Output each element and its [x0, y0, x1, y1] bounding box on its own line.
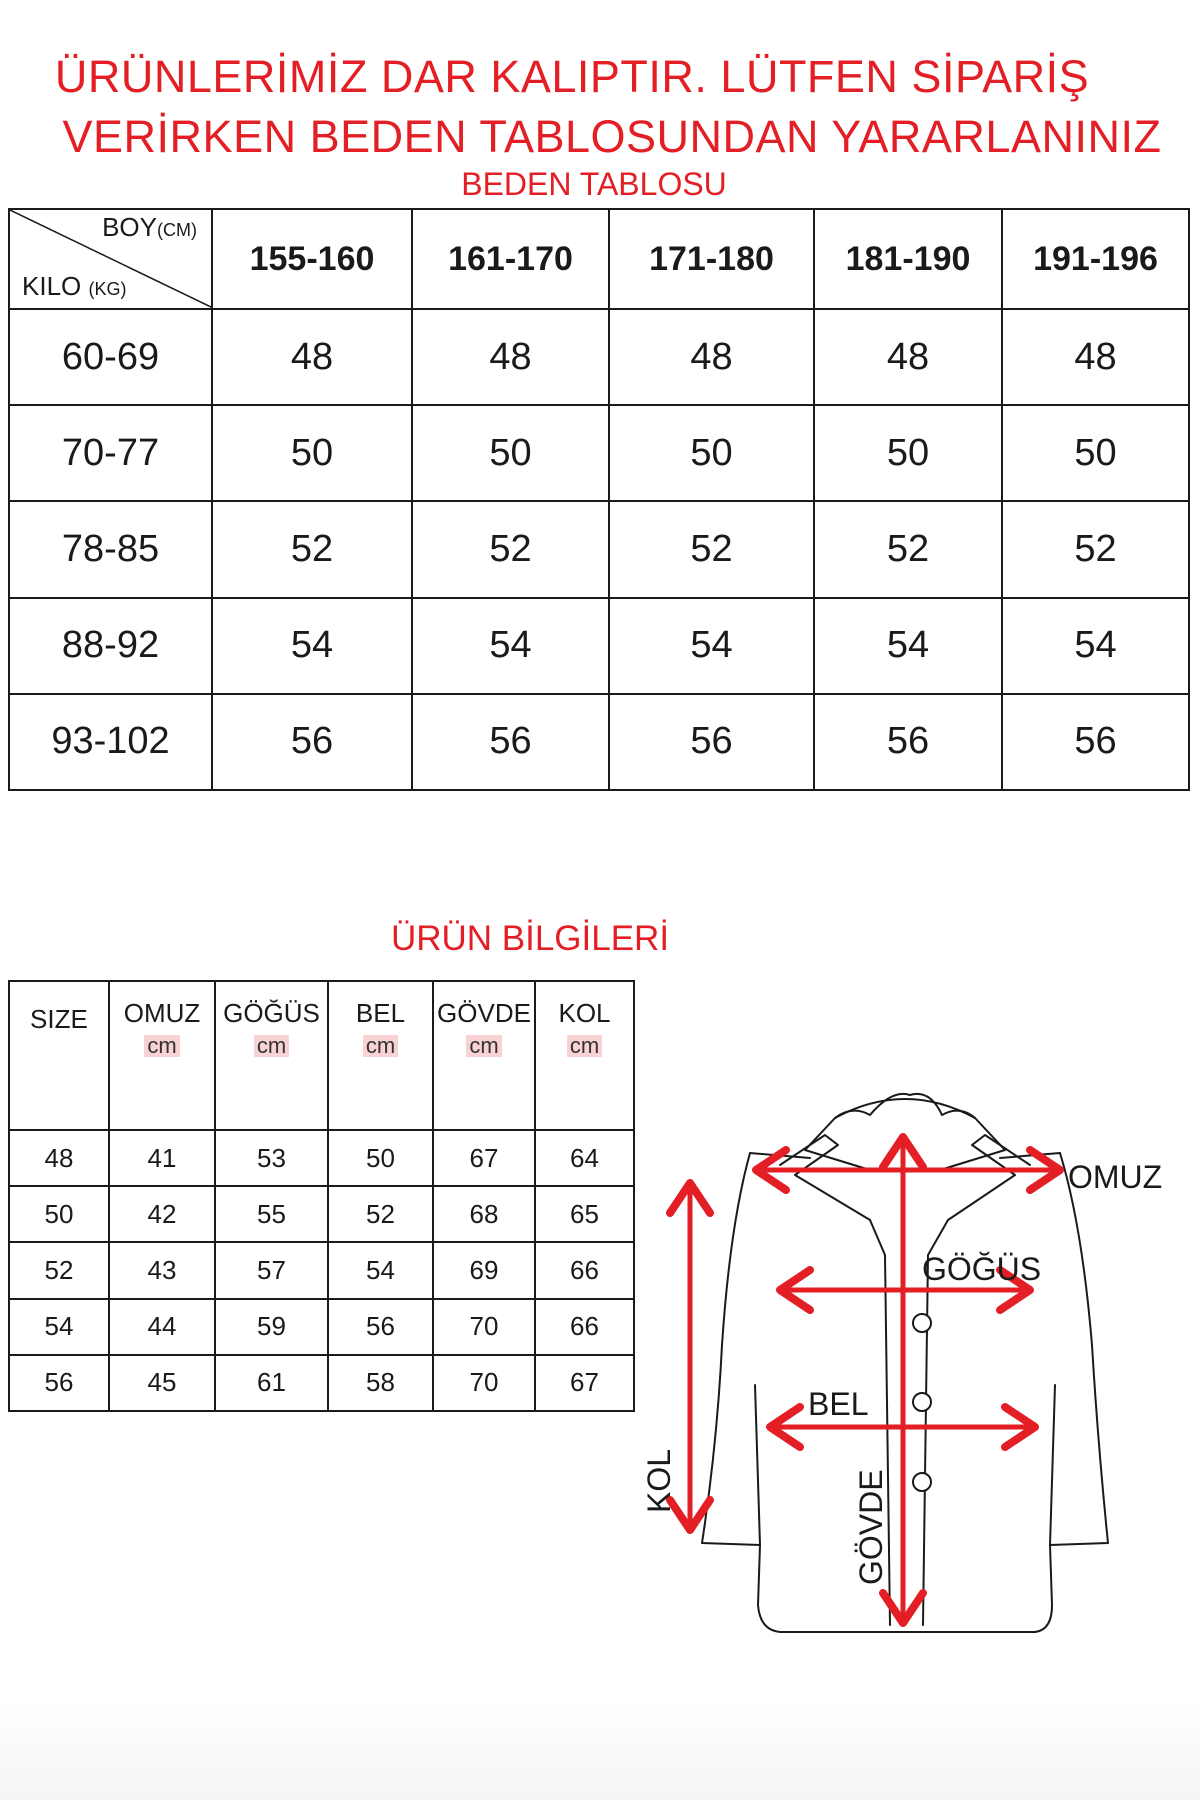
measure-cell: 69 — [433, 1242, 535, 1298]
jacket-measurement-diagram — [630, 1085, 1190, 1645]
size-cell: 54 — [609, 598, 814, 694]
measure-column-header — [215, 981, 328, 1130]
kol-label: KOL — [641, 1448, 677, 1513]
size-cell: 48 — [1002, 309, 1189, 405]
omuz-label: OMUZ — [1068, 1159, 1163, 1195]
unit-label: cm — [567, 1035, 602, 1057]
size-cell: 56 — [1002, 694, 1189, 790]
measure-cell: 70 — [433, 1299, 535, 1355]
size-table-row — [9, 598, 1189, 694]
size-cell: 50 — [609, 405, 814, 501]
headline-line-2: VERİRKEN BEDEN TABLOSUNDAN YARARLANINIZ — [62, 111, 1162, 162]
size-table-row — [9, 405, 1189, 501]
height-axis-label — [102, 212, 197, 243]
height-range-header: 171-180 — [609, 209, 814, 309]
size-cell: 52 — [212, 501, 412, 597]
info-table-row — [9, 1242, 634, 1298]
measure-cell: 53 — [215, 1130, 328, 1186]
info-size-cell: 50 — [9, 1186, 109, 1242]
size-cell: 52 — [609, 501, 814, 597]
size-table — [8, 208, 1190, 791]
size-cell: 54 — [212, 598, 412, 694]
size-cell: 48 — [412, 309, 609, 405]
button-icon — [913, 1473, 931, 1491]
size-cell: 52 — [1002, 501, 1189, 597]
size-cell: 48 — [814, 309, 1002, 405]
measure-cell: 59 — [215, 1299, 328, 1355]
size-cell: 48 — [609, 309, 814, 405]
measure-cell: 68 — [433, 1186, 535, 1242]
size-cell: 52 — [412, 501, 609, 597]
measure-cell: 56 — [328, 1299, 433, 1355]
size-cell: 50 — [1002, 405, 1189, 501]
measure-name: KOL — [558, 998, 611, 1028]
weight-axis-text: KILO — [22, 271, 82, 301]
size-table-title: BEDEN TABLOSU — [461, 166, 727, 202]
measure-cell: 66 — [535, 1299, 634, 1355]
height-range-header: 181-190 — [814, 209, 1002, 309]
size-cell: 50 — [814, 405, 1002, 501]
size-cell: 54 — [412, 598, 609, 694]
measure-column-header — [109, 981, 215, 1130]
height-range-header: 191-196 — [1002, 209, 1189, 309]
measure-cell: 50 — [328, 1130, 433, 1186]
measure-cell: 70 — [433, 1355, 535, 1411]
measure-cell: 67 — [535, 1355, 634, 1411]
measure-cell: 57 — [215, 1242, 328, 1298]
size-table-row — [9, 694, 1189, 790]
unit-label: cm — [254, 1035, 289, 1057]
measure-column-header — [328, 981, 433, 1130]
height-axis-text: BOY — [102, 212, 158, 242]
weight-axis-unit: (KG) — [88, 279, 127, 299]
measure-cell: 41 — [109, 1130, 215, 1186]
height-axis-unit: (CM) — [157, 220, 197, 240]
measure-cell: 44 — [109, 1299, 215, 1355]
size-cell: 50 — [412, 405, 609, 501]
info-table-row — [9, 1186, 634, 1242]
measure-cell: 66 — [535, 1242, 634, 1298]
measure-cell: 52 — [328, 1186, 433, 1242]
measure-cell: 64 — [535, 1130, 634, 1186]
size-cell: 50 — [212, 405, 412, 501]
measure-name: OMUZ — [123, 998, 201, 1028]
size-cell: 56 — [609, 694, 814, 790]
weight-range-cell: 88-92 — [9, 598, 212, 694]
size-cell: 56 — [814, 694, 1002, 790]
button-icon — [913, 1314, 931, 1332]
info-size-cell: 52 — [9, 1242, 109, 1298]
size-column-header: SIZE — [9, 981, 109, 1130]
bottom-fade — [0, 1700, 1200, 1800]
measure-cell: 65 — [535, 1186, 634, 1242]
size-cell: 48 — [212, 309, 412, 405]
unit-label: cm — [144, 1035, 179, 1057]
measure-cell: 55 — [215, 1186, 328, 1242]
size-cell: 56 — [412, 694, 609, 790]
size-table-corner-cell — [9, 209, 212, 309]
product-info-table — [8, 980, 635, 1412]
govde-label: GÖVDE — [853, 1469, 889, 1585]
measure-cell: 54 — [328, 1242, 433, 1298]
unit-label: cm — [466, 1035, 501, 1057]
measure-name: GÖĞÜS — [223, 998, 320, 1028]
info-table-header-row — [9, 981, 634, 1130]
measure-name: GÖVDE — [437, 998, 531, 1028]
measure-cell: 42 — [109, 1186, 215, 1242]
info-size-cell: 54 — [9, 1299, 109, 1355]
height-range-header: 155-160 — [212, 209, 412, 309]
info-size-cell: 56 — [9, 1355, 109, 1411]
measure-cell: 61 — [215, 1355, 328, 1411]
info-size-cell: 48 — [9, 1130, 109, 1186]
jacket-buttons — [913, 1314, 931, 1491]
weight-range-cell: 60-69 — [9, 309, 212, 405]
weight-axis-label — [22, 271, 126, 302]
size-cell: 54 — [1002, 598, 1189, 694]
measure-name: BEL — [355, 998, 406, 1028]
measure-cell: 58 — [328, 1355, 433, 1411]
bel-label: BEL — [808, 1386, 869, 1422]
unit-label: cm — [363, 1035, 398, 1057]
headline-line-1: ÜRÜNLERİMİZ DAR KALIPTIR. LÜTFEN SİPARİŞ — [54, 51, 1090, 102]
product-info-title: ÜRÜN BİLGİLERİ — [390, 919, 670, 958]
weight-range-cell: 78-85 — [9, 501, 212, 597]
info-table-row — [9, 1130, 634, 1186]
size-cell: 56 — [212, 694, 412, 790]
button-icon — [913, 1393, 931, 1411]
measure-cell: 67 — [433, 1130, 535, 1186]
gogus-label: GÖĞÜS — [922, 1251, 1042, 1287]
weight-range-cell: 70-77 — [9, 405, 212, 501]
weight-range-cell: 93-102 — [9, 694, 212, 790]
info-table-row — [9, 1299, 634, 1355]
size-cell: 54 — [814, 598, 1002, 694]
measure-cell: 45 — [109, 1355, 215, 1411]
size-cell: 52 — [814, 501, 1002, 597]
measure-cell: 43 — [109, 1242, 215, 1298]
size-table-row — [9, 501, 1189, 597]
measure-column-header — [433, 981, 535, 1130]
size-table-row — [9, 309, 1189, 405]
measure-column-header — [535, 981, 634, 1130]
info-table-row — [9, 1355, 634, 1411]
height-range-header: 161-170 — [412, 209, 609, 309]
size-table-header-row — [9, 209, 1189, 309]
